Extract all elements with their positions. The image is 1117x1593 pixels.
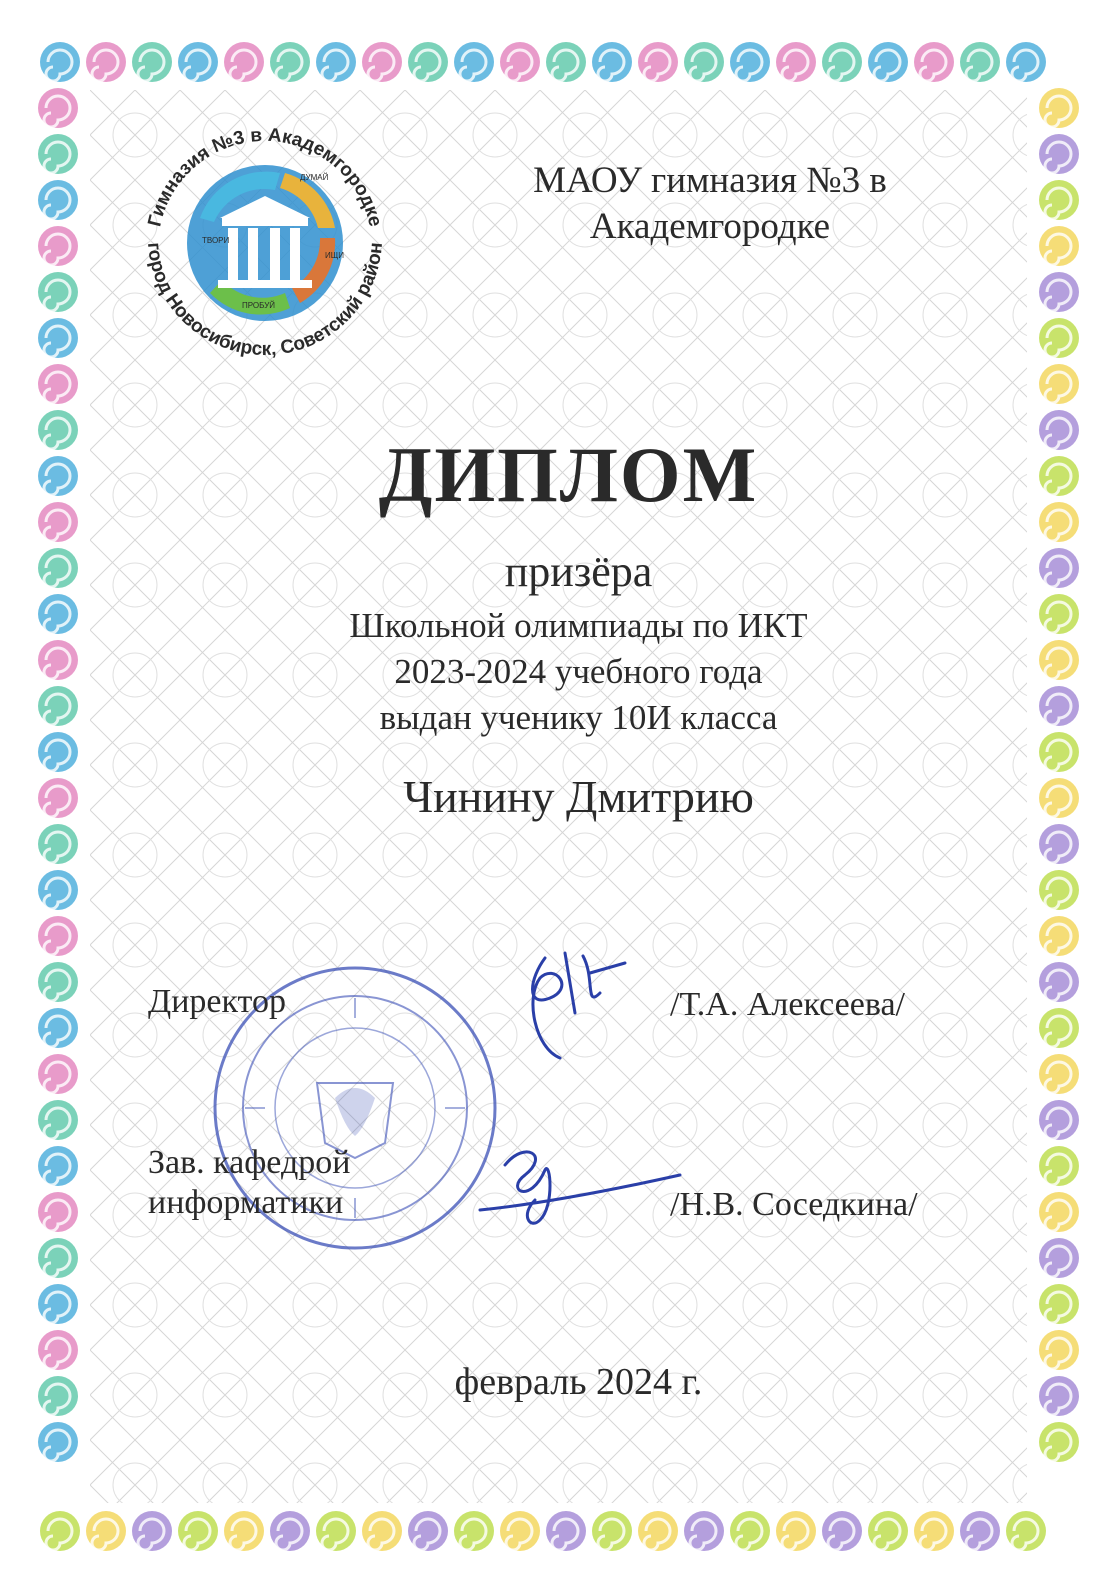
logo-ring-top: Гимназия №3 в Академгородке	[144, 124, 386, 229]
swirl-ornament	[1039, 272, 1079, 312]
swirl-ornament	[270, 42, 310, 82]
issued-line: выдан ученику 10И класса	[379, 698, 778, 737]
swirl-ornament	[38, 1054, 78, 1094]
student-name: Чинину Дмитрию	[403, 771, 754, 822]
swirl-ornament	[1006, 1511, 1046, 1551]
swirl-ornament	[776, 42, 816, 82]
swirl-ornament	[592, 42, 632, 82]
swirl-ornament	[224, 42, 264, 82]
swirl-ornament	[1039, 1422, 1079, 1462]
swirl-ornament	[178, 1511, 218, 1551]
school-name	[470, 158, 950, 250]
swirl-ornament	[270, 1511, 310, 1551]
logo-word-3: ПРОБУЙ	[242, 301, 276, 310]
swirl-ornament	[38, 364, 78, 404]
swirl-ornament	[224, 1511, 264, 1551]
swirl-ornament	[38, 226, 78, 266]
swirl-ornament	[1039, 870, 1079, 910]
swirl-ornament	[38, 1284, 78, 1324]
swirl-ornament	[38, 88, 78, 128]
swirl-ornament	[1039, 1146, 1079, 1186]
swirl-ornament	[38, 1192, 78, 1232]
school-logo	[130, 118, 400, 368]
swirl-ornament	[868, 1511, 908, 1551]
swirl-ornament	[1039, 732, 1079, 772]
swirl-ornament	[38, 318, 78, 358]
logo-word-2: ИЩИ	[325, 251, 344, 260]
swirl-ornament	[822, 42, 862, 82]
swirl-ornament	[822, 1511, 862, 1551]
swirl-ornament	[1006, 42, 1046, 82]
issue-date: февраль 2024 г.	[454, 1361, 703, 1403]
swirl-ornament	[38, 732, 78, 772]
swirl-ornament	[316, 42, 356, 82]
swirl-ornament	[730, 1511, 770, 1551]
swirl-ornament	[1039, 1100, 1079, 1140]
swirl-ornament	[1039, 364, 1079, 404]
head-signature	[470, 1135, 690, 1245]
logo-ring-bottom: город Новосибирск, Советский район	[143, 241, 388, 361]
olympiad-line: Школьной олимпиады по ИКТ	[349, 606, 808, 645]
swirl-ornament	[684, 42, 724, 82]
swirl-ornament	[408, 1511, 448, 1551]
swirl-ornament	[1039, 226, 1079, 266]
swirl-ornament	[1039, 824, 1079, 864]
swirl-ornament	[362, 42, 402, 82]
swirl-ornament	[86, 1511, 126, 1551]
head-role	[148, 1143, 350, 1223]
swirl-ornament	[684, 1511, 724, 1551]
swirl-ornament	[1039, 134, 1079, 174]
swirl-ornament	[500, 42, 540, 82]
swirl-ornament	[1039, 88, 1079, 128]
head-role-line2: информатики	[148, 1184, 344, 1221]
swirl-ornament	[914, 42, 954, 82]
swirl-ornament	[592, 1511, 632, 1551]
swirl-ornament	[546, 1511, 586, 1551]
swirl-ornament	[132, 42, 172, 82]
swirl-ornament	[316, 1511, 356, 1551]
swirl-ornament	[1039, 180, 1079, 220]
swirl-ornament	[638, 1511, 678, 1551]
director-name: /Т.А. Алексеева/	[670, 986, 905, 1023]
prize-word: призёра	[504, 547, 653, 596]
swirl-ornament	[454, 42, 494, 82]
swirl-ornament	[38, 1146, 78, 1186]
swirl-ornament	[776, 1511, 816, 1551]
year-line: 2023-2024 учебного года	[394, 652, 763, 691]
swirl-ornament	[38, 1100, 78, 1140]
swirl-ornament	[868, 42, 908, 82]
swirl-ornament	[1039, 1284, 1079, 1324]
diploma-title: ДИПЛОМ	[378, 431, 759, 518]
swirl-ornament	[638, 42, 678, 82]
swirl-ornament	[408, 42, 448, 82]
swirl-ornament	[38, 962, 78, 1002]
swirl-ornament	[960, 1511, 1000, 1551]
swirl-ornament	[1039, 1238, 1079, 1278]
swirl-ornament	[38, 134, 78, 174]
swirl-ornament	[178, 42, 218, 82]
swirl-ornament	[1039, 318, 1079, 358]
school-name-line2: Академгородке	[589, 206, 831, 247]
swirl-ornament	[362, 1511, 402, 1551]
school-name-line1: МАОУ гимназия №3 в	[533, 160, 887, 201]
swirl-ornament	[86, 42, 126, 82]
swirl-ornament	[730, 42, 770, 82]
swirl-ornament	[1039, 962, 1079, 1002]
swirl-ornament	[38, 824, 78, 864]
head-role-line1: Зав. кафедрой	[148, 1144, 351, 1181]
swirl-ornament	[546, 42, 586, 82]
head-name: /Н.В. Соседкина/	[670, 1186, 918, 1223]
swirl-ornament	[40, 1511, 80, 1551]
swirl-ornament	[38, 272, 78, 312]
swirl-ornament	[1039, 1054, 1079, 1094]
director-signature	[505, 938, 635, 1068]
swirl-ornament	[38, 1422, 78, 1462]
swirl-ornament	[38, 180, 78, 220]
swirl-ornament	[960, 42, 1000, 82]
swirl-ornament	[1039, 916, 1079, 956]
swirl-ornament	[38, 870, 78, 910]
swirl-ornament	[40, 42, 80, 82]
swirl-ornament	[38, 1008, 78, 1048]
swirl-ornament	[1039, 1008, 1079, 1048]
logo-word-1: ДУМАЙ	[300, 173, 329, 182]
swirl-ornament	[500, 1511, 540, 1551]
swirl-ornament	[38, 1238, 78, 1278]
swirl-ornament	[454, 1511, 494, 1551]
swirl-ornament	[38, 916, 78, 956]
swirl-ornament	[914, 1511, 954, 1551]
director-role: Директор	[148, 983, 286, 1020]
swirl-ornament	[132, 1511, 172, 1551]
logo-word-4: ТВОРИ	[202, 236, 230, 245]
swirl-ornament	[1039, 1192, 1079, 1232]
